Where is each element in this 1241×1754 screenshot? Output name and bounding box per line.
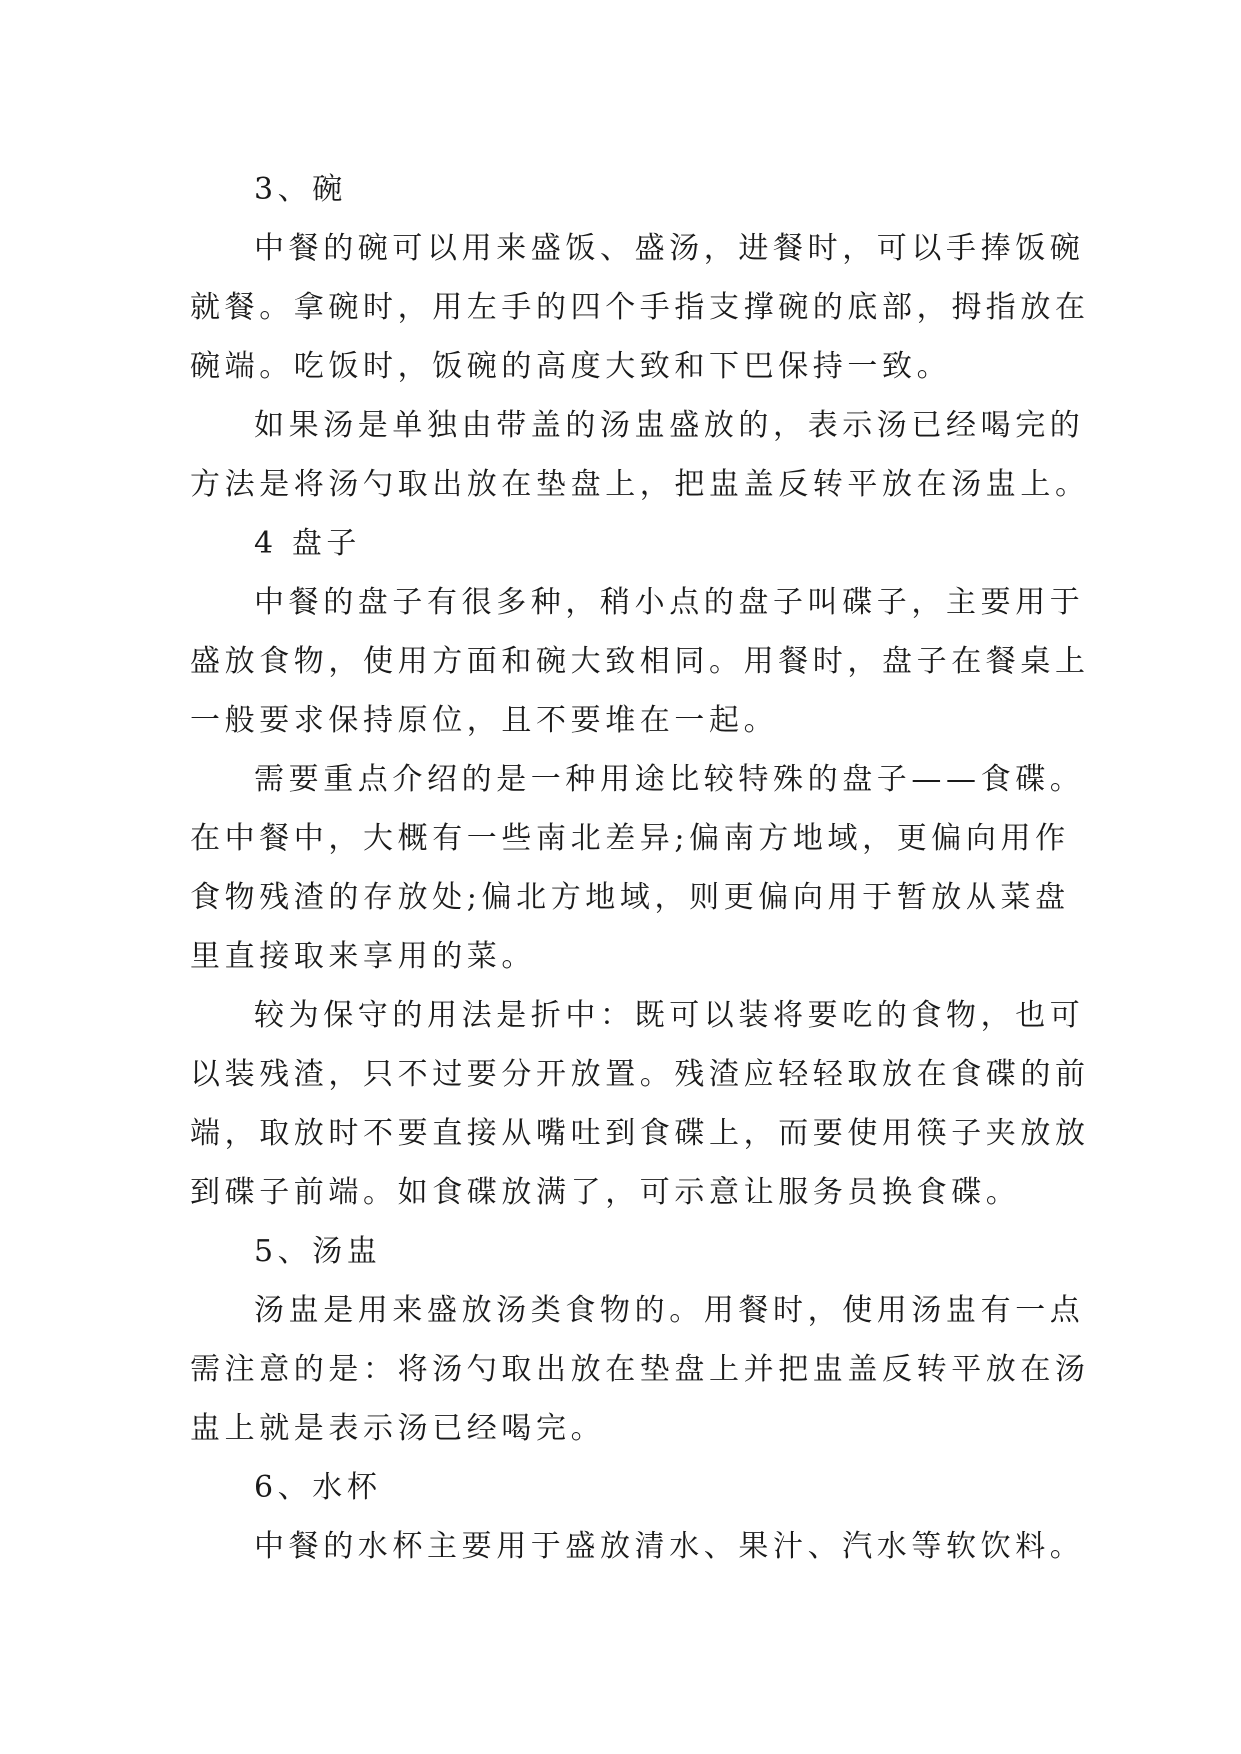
- paragraph-line: 如果汤是单独由带盖的汤盅盛放的，表示汤已经喝完的: [254, 408, 1085, 443]
- heading-water-cup: 6、水杯: [254, 1470, 382, 1505]
- paragraph-line: 在中餐中，大概有一些南北差异;偏南方地域，更偏向用作: [190, 821, 1070, 856]
- document-page: [190, 160, 1090, 1576]
- paragraph-line: 需要重点介绍的是一种用途比较特殊的盘子——食碟。: [254, 762, 1085, 797]
- heading-bowl: 3、碗: [254, 172, 347, 207]
- paragraph-line: 中餐的碗可以用来盛饭、盛汤，进餐时，可以手捧饭碗: [254, 231, 1085, 266]
- paragraph-line: 中餐的盘子有很多种，稍小点的盘子叫碟子，主要用于: [254, 585, 1085, 620]
- paragraph-line: 方法是将汤勺取出放在垫盘上，把盅盖反转平放在汤盅上。: [190, 467, 1090, 502]
- paragraph-line: 需注意的是：将汤勺取出放在垫盘上并把盅盖反转平放在汤: [190, 1352, 1090, 1387]
- paragraph-line: 以装残渣，只不过要分开放置。残渣应轻轻取放在食碟的前: [190, 1057, 1090, 1092]
- paragraph-line: 较为保守的用法是折中：既可以装将要吃的食物，也可: [254, 998, 1085, 1033]
- paragraph-line: 里直接取来享用的菜。: [190, 939, 536, 974]
- paragraph-line: 盅上就是表示汤已经喝完。: [190, 1411, 606, 1446]
- paragraph-line: 就餐。拿碗时，用左手的四个手指支撑碗的底部，拇指放在: [190, 290, 1090, 325]
- paragraph-line: 一般要求保持原位，且不要堆在一起。: [190, 703, 779, 738]
- paragraph-line: 食物残渣的存放处;偏北方地域，则更偏向用于暂放从菜盘: [190, 880, 1070, 915]
- paragraph-line: 汤盅是用来盛放汤类食物的。用餐时，使用汤盅有一点: [254, 1293, 1085, 1328]
- paragraph-line: 盛放食物，使用方面和碗大致相同。用餐时，盘子在餐桌上: [190, 644, 1090, 679]
- paragraph-line: 端，取放时不要直接从嘴吐到食碟上，而要使用筷子夹放放: [190, 1116, 1090, 1151]
- paragraph-line: 中餐的水杯主要用于盛放清水、果汁、汽水等软饮料。: [254, 1529, 1085, 1564]
- paragraph-line: 碗端。吃饭时，饭碗的高度大致和下巴保持一致。: [190, 349, 952, 384]
- paragraph-line: 到碟子前端。如食碟放满了，可示意让服务员换食碟。: [190, 1175, 1021, 1210]
- heading-soup-tureen: 5、汤盅: [254, 1234, 382, 1269]
- heading-plate: 4 盘子: [254, 526, 362, 561]
